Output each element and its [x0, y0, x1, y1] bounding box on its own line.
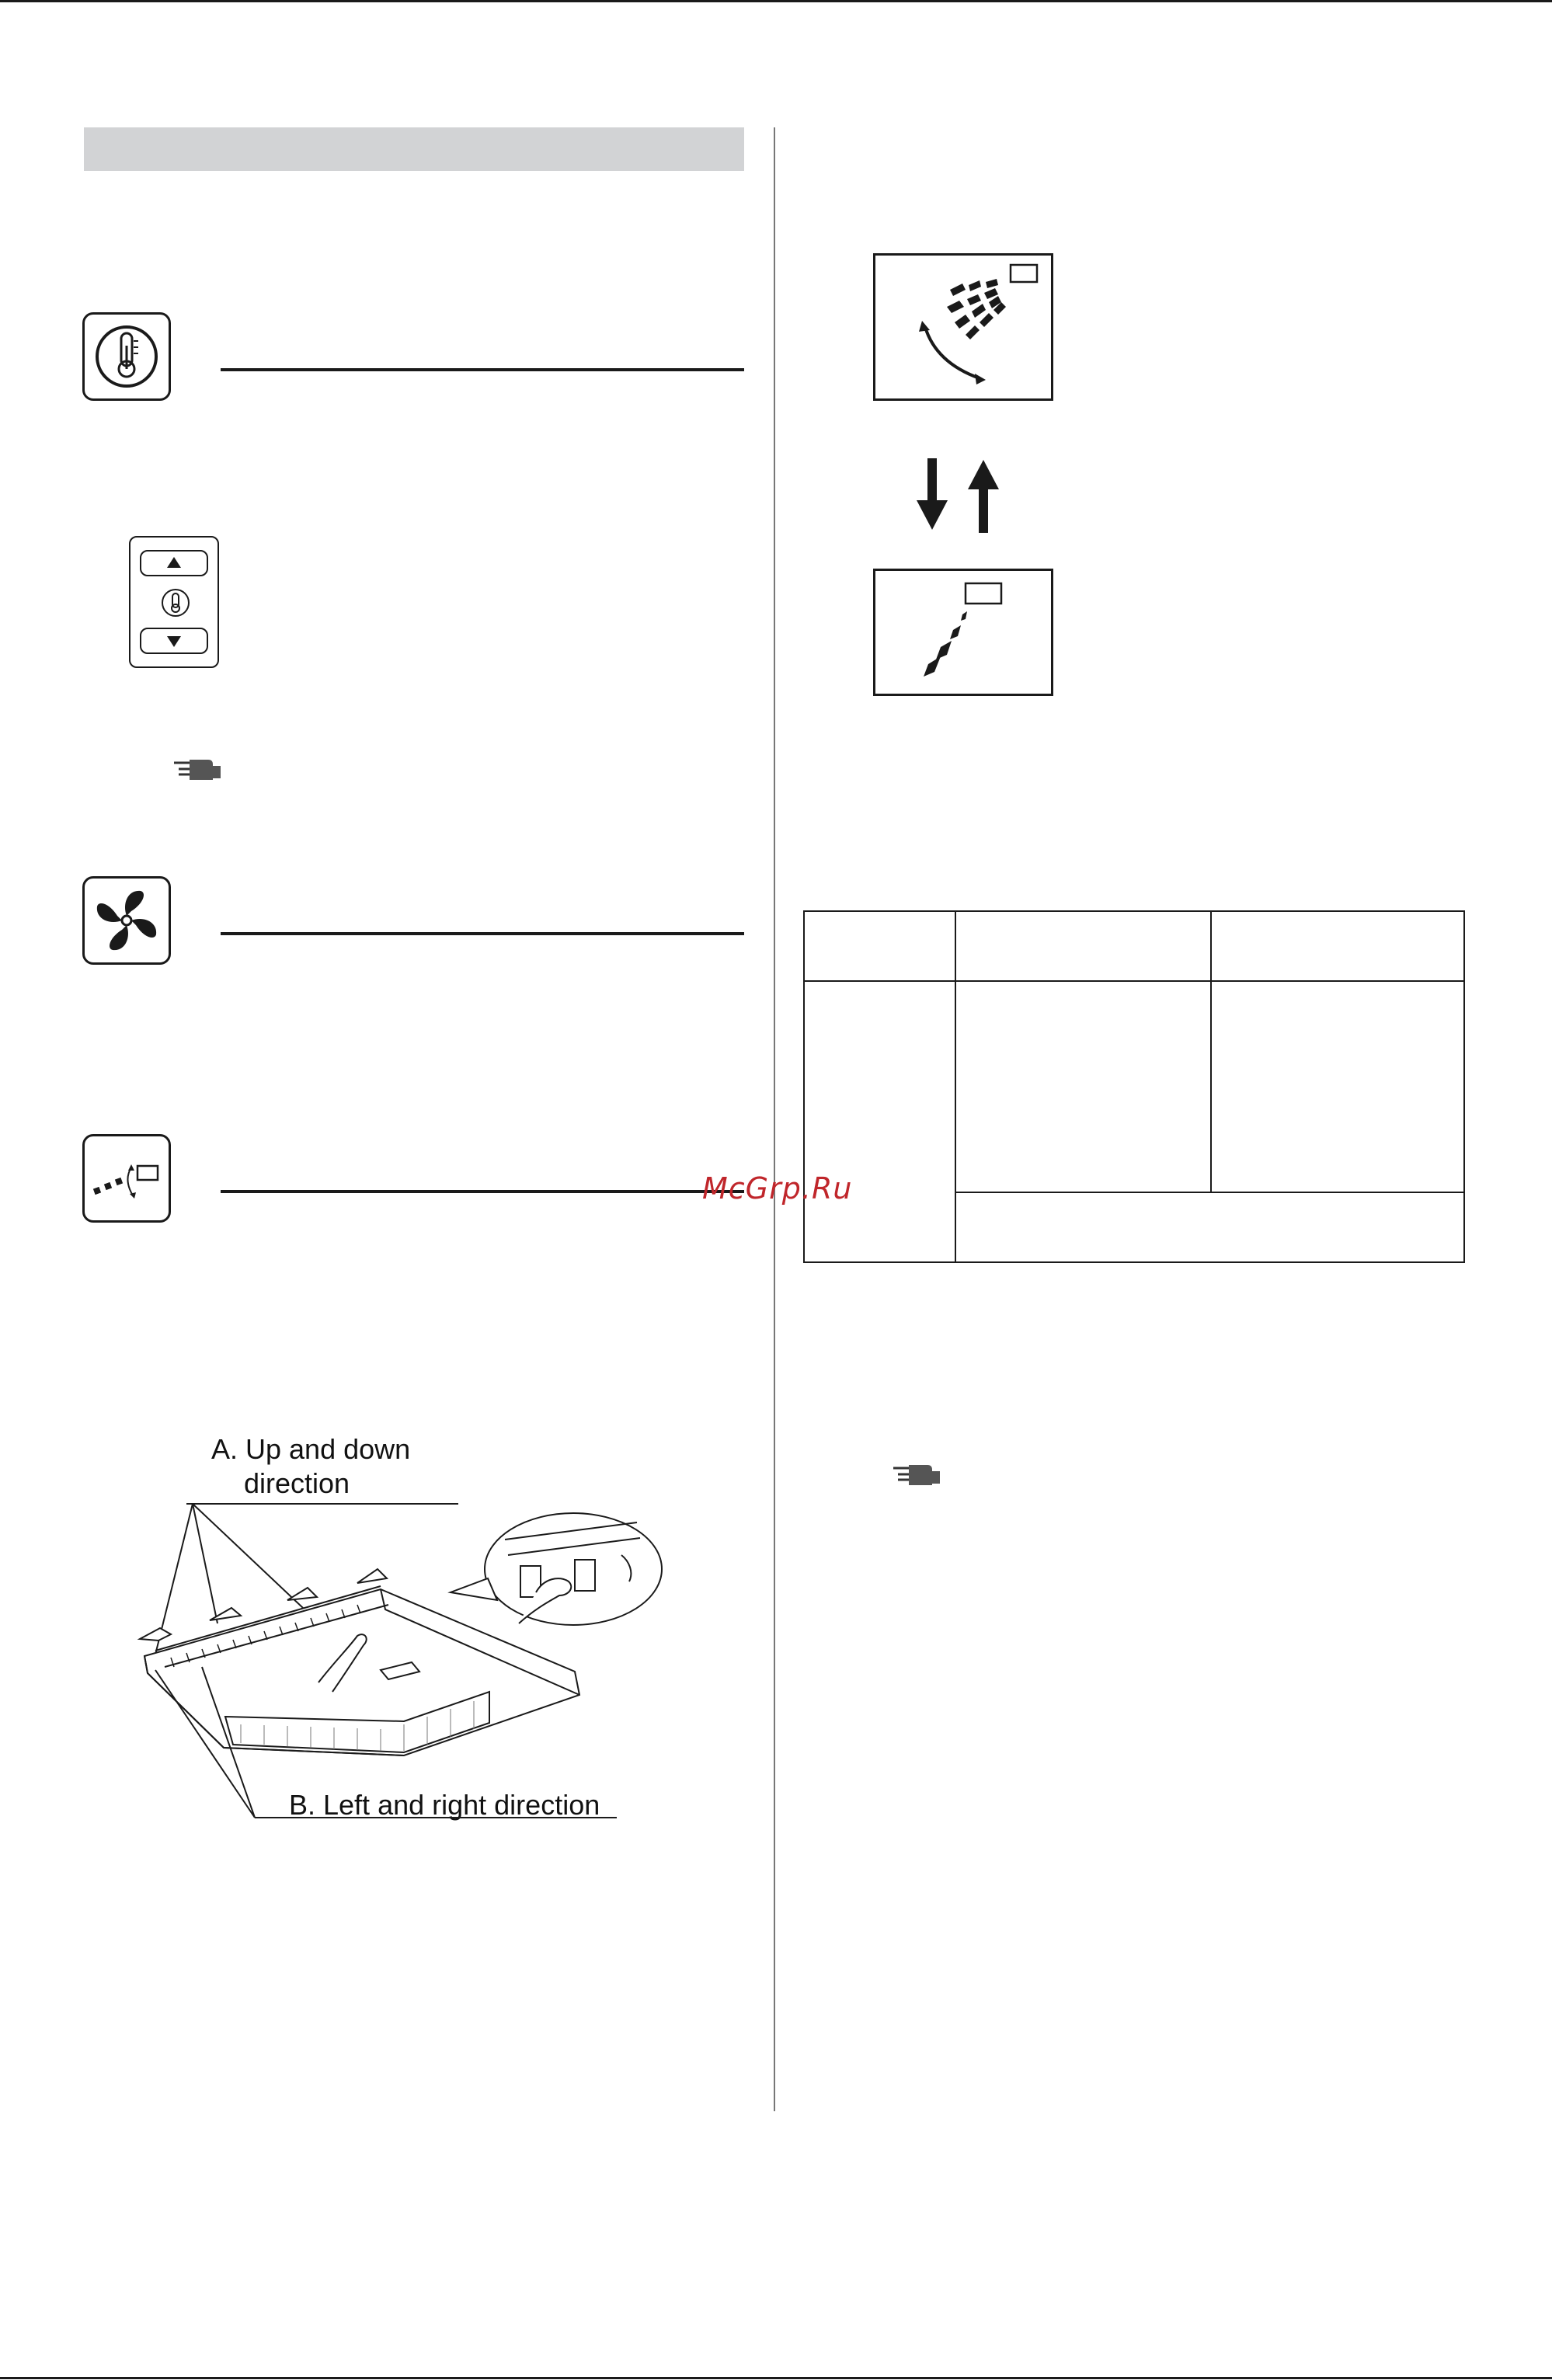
table-row [804, 911, 1464, 981]
thermometer-icon [82, 312, 171, 401]
table-row [804, 981, 1464, 1192]
column-divider [774, 127, 775, 2111]
fixed-airflow-icon [873, 569, 1053, 696]
spec-table [803, 910, 1465, 1263]
temperature-sensor-icon [160, 587, 191, 618]
watermark-text: McGrp.Ru [702, 1171, 853, 1206]
fan-heading-rule [221, 932, 744, 935]
label-up-down-line1: A. Up and down [211, 1433, 411, 1465]
pointing-hand-note-icon-right [892, 1462, 941, 1490]
swing-airflow-icon [873, 253, 1053, 401]
airflow-heading-rule [221, 1190, 744, 1193]
pointing-hand-note-icon [172, 757, 222, 785]
arrow-up-icon [965, 458, 1002, 533]
label-left-right: B. Left and right direction [289, 1789, 600, 1821]
bottom-rule [0, 2377, 1552, 2379]
thermometer-heading-rule [221, 368, 744, 371]
top-rule [0, 0, 1552, 2]
ceiling-unit-illustration [124, 1491, 715, 1833]
table-cell [1211, 981, 1464, 1192]
table-cell [955, 1192, 1464, 1263]
airflow-direction-icon [82, 1134, 171, 1223]
section-header-bar [84, 127, 744, 171]
table-cell [955, 981, 1210, 1192]
arrow-down-icon [913, 458, 951, 533]
table-header-cell [804, 911, 955, 981]
label-up-down-line2: direction [244, 1467, 350, 1499]
temperature-down-button[interactable] [140, 628, 208, 654]
table-header-cell [1211, 911, 1464, 981]
fan-icon [82, 876, 171, 965]
table-cell [804, 981, 955, 1262]
temperature-up-button[interactable] [140, 550, 208, 576]
table-header-cell [955, 911, 1210, 981]
temperature-control-panel [129, 536, 219, 668]
